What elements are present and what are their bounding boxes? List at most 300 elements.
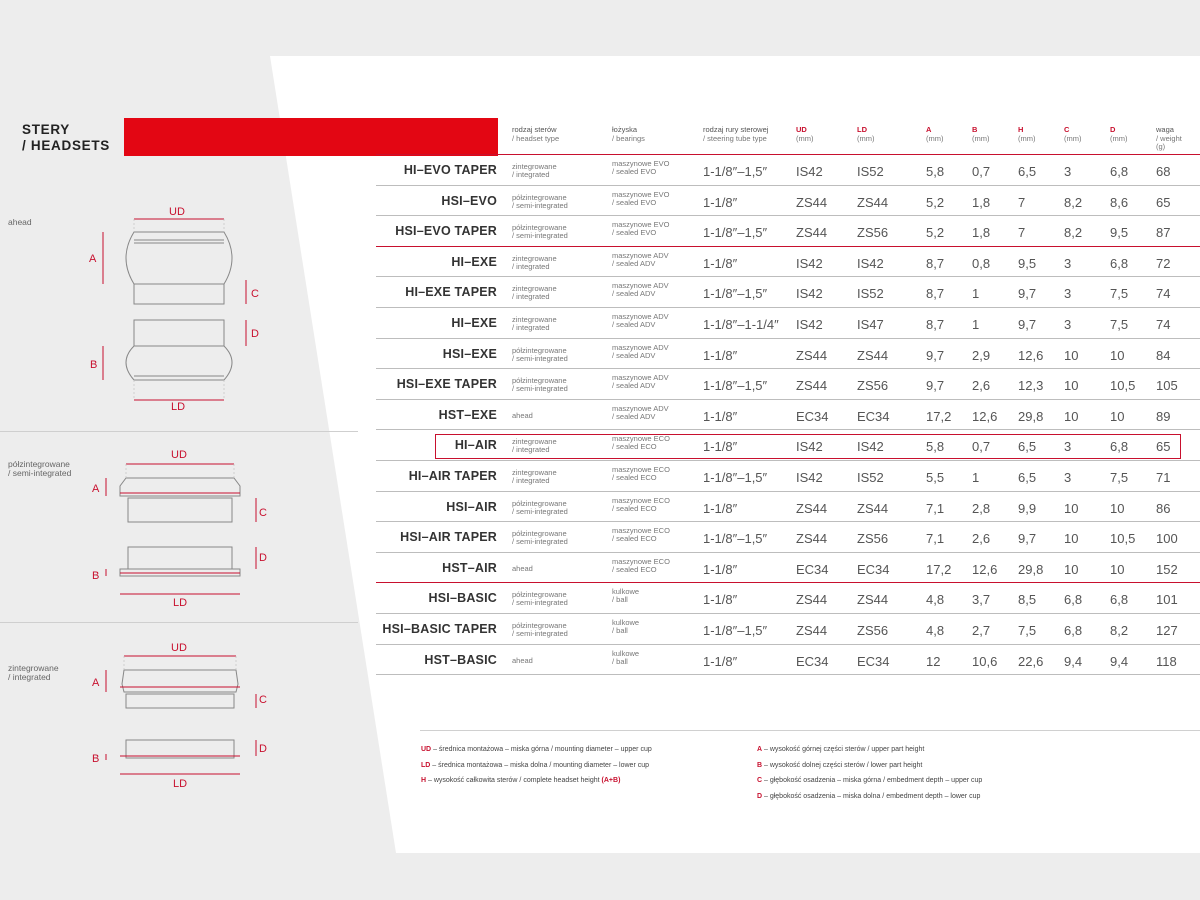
col-header-c [1064, 126, 1082, 143]
headset-type [512, 163, 557, 179]
semi-ud-label: UD [171, 449, 187, 461]
bearings-pl: maszynowe ECO [612, 556, 670, 566]
legend-h-text: – wysokość całkowita sterów / complete headset height [426, 777, 602, 784]
legend-d-key: D [757, 793, 763, 800]
cell-a: 4,8 [926, 623, 945, 638]
bearings-pl: kulkowe [612, 648, 640, 658]
bearings-en: / sealed EVO [612, 167, 657, 176]
col-header-type-sub: / headset type [512, 133, 560, 143]
cell-ud: ZS44 [796, 531, 828, 547]
cell-h: 7,5 [1018, 623, 1037, 638]
semi-c-label: C [259, 507, 267, 519]
ahead-a-label: A [89, 253, 97, 265]
bearings [612, 497, 670, 513]
col-header-d [1110, 126, 1128, 143]
headset-type [512, 255, 557, 271]
headset-type-en: / integrated [512, 323, 550, 332]
bearings [612, 191, 670, 207]
cell-d: 6,8 [1110, 592, 1129, 608]
cell-ld: ZS44 [857, 194, 889, 210]
cell-d: 6,8 [1110, 164, 1129, 179]
cell-ud: ZS44 [796, 194, 828, 210]
cell-c: 3 [1064, 439, 1072, 455]
headset-type-en: / integrated [512, 445, 550, 455]
cell-h: 8,5 [1018, 592, 1037, 608]
legend-a [757, 746, 924, 753]
cell-d: 8,2 [1110, 623, 1129, 638]
bearings-en: / sealed ADV [612, 350, 656, 360]
headset-type [512, 347, 568, 363]
headset-type-pl: półzintegrowane [512, 621, 567, 630]
headset-type-pl: półzintegrowane [512, 590, 567, 600]
headset-type-en: / integrated [512, 170, 550, 179]
cell-tube: 1-1/8″–1,5″ [703, 470, 768, 485]
cell-ld: ZS44 [857, 347, 889, 363]
col-header-bearings-main: łożyska [612, 125, 638, 134]
cell-d: 10,5 [1110, 531, 1136, 547]
bearings [612, 160, 670, 176]
cell-b: 1 [972, 317, 980, 332]
headset-type-en: / semi-integrated [512, 200, 568, 210]
bearings-en: / sealed ECO [612, 564, 657, 574]
legend-ld-key: LD [421, 762, 431, 769]
col-header-ud [796, 126, 814, 143]
table-row [376, 492, 1200, 523]
cell-b: 3,7 [972, 592, 991, 608]
headset-type-pl: ahead [512, 563, 533, 573]
cell-w: 127 [1156, 623, 1178, 638]
cell-ud: IS42 [796, 164, 823, 179]
col-header-type-main: rodzaj sterów [512, 125, 557, 134]
cell-a: 17,2 [926, 561, 952, 577]
model-name: HSI–AIR [446, 499, 497, 514]
bearings [612, 313, 669, 329]
cell-d: 10 [1110, 408, 1125, 424]
cell-h: 7 [1018, 225, 1026, 241]
cell-c: 3 [1064, 164, 1072, 179]
cell-h: 6,5 [1018, 470, 1037, 485]
cell-b: 2,7 [972, 623, 991, 638]
bearings-pl: maszynowe ADV [612, 373, 669, 383]
cell-c: 3 [1064, 470, 1072, 485]
headset-type-en: / semi-integrated [512, 384, 568, 394]
col-header-b-main: B [972, 125, 978, 134]
headset-type [512, 565, 533, 573]
cell-a: 5,5 [926, 470, 945, 485]
legend-ud-key: UD [421, 746, 432, 753]
cell-a: 8,7 [926, 255, 945, 271]
table-row [376, 247, 1200, 278]
cell-ud: EC34 [796, 408, 829, 424]
legend-c [757, 777, 982, 784]
bearings-pl: maszynowe ECO [612, 434, 670, 444]
cell-h: 9,7 [1018, 317, 1037, 332]
cell-w: 72 [1156, 255, 1171, 271]
bearings-en: / sealed ADV [612, 411, 656, 421]
cell-d: 6,8 [1110, 255, 1129, 271]
ahead-b-label: B [90, 359, 98, 371]
legend-c-text: – głębokość osadzenia – miska górna / embedment depth – upper cup [762, 777, 983, 784]
cell-w: 87 [1156, 225, 1171, 241]
bearings-pl: maszynowe EVO [612, 159, 670, 168]
diagram-label-semi-2: / semi-integrated [8, 468, 72, 478]
semi-d-label: D [259, 552, 267, 564]
bearings-pl: maszynowe ADV [612, 250, 669, 260]
bearings [612, 650, 639, 666]
cell-ld: ZS56 [857, 623, 889, 638]
cell-b: 10,6 [972, 653, 998, 669]
cell-a: 17,2 [926, 408, 952, 424]
cell-h: 29,8 [1018, 561, 1044, 577]
model-name: HSI–BASIC TAPER [382, 622, 497, 636]
headset-type-pl: zintegrowane [512, 468, 557, 477]
cell-ld: ZS56 [857, 378, 889, 394]
headset-type [512, 285, 557, 301]
cell-ld: IS52 [857, 164, 884, 179]
cell-a: 5,2 [926, 194, 945, 210]
integrated-d-label: D [259, 743, 267, 755]
col-header-ud-main: UD [796, 125, 807, 134]
cell-tube: 1-1/8″–1-1/4″ [703, 317, 779, 332]
headset-type [512, 530, 568, 546]
legend-ld-text: – średnica montażowa – miska dolna / mounting diameter – lower cup [430, 762, 650, 769]
bearings-pl: maszynowe ADV [612, 312, 669, 321]
col-header-a-sub: (mm) [926, 133, 944, 143]
cell-ld: IS42 [857, 439, 884, 455]
cell-w: 74 [1156, 286, 1171, 302]
diagram-label-integrated-2: / integrated [8, 672, 51, 682]
cell-ld: IS52 [857, 286, 884, 302]
cell-ld: EC34 [857, 653, 890, 669]
cell-w: 118 [1156, 653, 1177, 669]
headset-type-pl: zintegrowane [512, 437, 557, 447]
cell-c: 8,2 [1064, 225, 1083, 241]
headset-type [512, 469, 557, 485]
cell-ud: IS42 [796, 317, 823, 332]
integrated-upper-cup-stem [126, 694, 234, 708]
headset-type-pl: półzintegrowane [512, 529, 567, 539]
cell-tube: 1-1/8″ [703, 653, 738, 669]
table-row [376, 277, 1200, 308]
headset-type [512, 224, 568, 240]
semi-a-label: A [92, 483, 100, 495]
bearings-en: / ball [612, 595, 628, 605]
cell-a: 9,7 [926, 347, 945, 363]
cell-ud: ZS44 [796, 347, 828, 363]
cell-w: 89 [1156, 408, 1171, 424]
col-header-weight-sub: / weight [1156, 133, 1182, 143]
bearings [612, 558, 670, 574]
table-row [376, 308, 1200, 339]
cell-ld: IS42 [857, 255, 884, 271]
cell-tube: 1-1/8″ [703, 194, 738, 210]
cell-h: 29,8 [1018, 408, 1044, 424]
headset-type-pl: półzintegrowane [512, 223, 567, 233]
cell-h: 6,5 [1018, 164, 1037, 179]
bearings-en: / sealed EVO [612, 197, 657, 207]
cell-ud: IS42 [796, 439, 823, 455]
model-name: HSI–EVO TAPER [395, 224, 497, 239]
cell-w: 86 [1156, 500, 1171, 516]
cell-ud: EC34 [796, 653, 829, 669]
cell-w: 65 [1156, 194, 1171, 210]
cell-w: 101 [1156, 592, 1178, 608]
headset-type-en: / semi-integrated [512, 231, 568, 241]
headset-type [512, 377, 568, 393]
bearings-en: / sealed ADV [612, 258, 656, 268]
cell-tube: 1-1/8″–1,5″ [703, 623, 768, 638]
cell-a: 5,8 [926, 439, 945, 455]
table-row [376, 155, 1200, 186]
legend-b [757, 762, 922, 769]
cell-tube: 1-1/8″ [703, 439, 738, 455]
col-header-tube-main: rodzaj rury sterowej [703, 125, 769, 134]
bearings-pl: kulkowe [612, 587, 640, 597]
col-header-type [512, 126, 559, 143]
cell-h: 7 [1018, 194, 1026, 210]
legend-b-text: – wysokość dolnej części sterów / lower part height [762, 762, 923, 769]
row-highlight-hi-air [435, 434, 1181, 459]
title-line-1: STERY [22, 122, 71, 137]
headset-type-pl: zintegrowane [512, 315, 557, 324]
legend-d [757, 793, 980, 800]
model-name: HI–EXE [451, 254, 497, 269]
col-header-c-main: C [1064, 125, 1070, 134]
cell-c: 10 [1064, 561, 1079, 577]
cell-w: 84 [1156, 347, 1171, 363]
cell-tube: 1-1/8″–1,5″ [703, 164, 768, 179]
headset-type [512, 657, 533, 665]
model-name: HI–EXE TAPER [405, 285, 497, 300]
cell-c: 6,8 [1064, 623, 1083, 638]
cell-d: 9,4 [1110, 653, 1129, 669]
bearings-pl: maszynowe ECO [612, 465, 670, 474]
bearings-en: / sealed ECO [612, 442, 657, 452]
bearings-en: / sealed EVO [612, 228, 657, 238]
bearings-pl: maszynowe ADV [612, 403, 669, 413]
table-row [376, 400, 1200, 431]
headset-type-en: / semi-integrated [512, 506, 568, 516]
headset-type-en: / semi-integrated [512, 598, 568, 608]
cell-tube: 1-1/8″ [703, 347, 738, 363]
col-header-bearings-sub: / bearings [612, 133, 645, 143]
ahead-upper-cup-stem [134, 284, 224, 304]
table-row [376, 614, 1200, 645]
table-row [376, 645, 1200, 676]
cell-b: 2,8 [972, 500, 991, 516]
bearings-en: / sealed ECO [612, 503, 657, 513]
cell-ud: ZS44 [796, 225, 828, 241]
headset-type-en: / semi-integrated [512, 629, 568, 638]
bearings [612, 252, 669, 268]
cell-w: 68 [1156, 164, 1171, 179]
cell-d: 8,6 [1110, 194, 1129, 210]
bearings-pl: maszynowe ADV [612, 281, 669, 291]
bearings [612, 588, 639, 604]
headset-type [512, 591, 568, 607]
ahead-ud-label: UD [169, 206, 185, 218]
cell-tube: 1-1/8″–1,5″ [703, 531, 768, 547]
model-name: HST–AIR [442, 560, 497, 575]
headset-type [512, 500, 568, 516]
cell-h: 9,7 [1018, 286, 1037, 302]
bearings-en: / sealed ADV [612, 320, 656, 329]
col-header-d-main: D [1110, 125, 1116, 134]
ahead-c-label: C [251, 288, 259, 300]
cell-d: 7,5 [1110, 317, 1129, 332]
cell-tube: 1-1/8″ [703, 561, 738, 577]
col-header-h [1018, 126, 1036, 143]
legend-b-key: B [757, 762, 763, 769]
headset-type-en: / semi-integrated [512, 353, 568, 363]
bearings-pl: kulkowe [612, 618, 640, 627]
legend-ud-text: – średnica montażowa – miska górna / mounting diameter – upper cup [431, 746, 652, 753]
bearings-en: / sealed ECO [612, 534, 657, 544]
semi-lower-cup-stem [128, 547, 232, 569]
cell-tube: 1-1/8″ [703, 255, 738, 271]
bearings-pl: maszynowe ECO [612, 526, 670, 536]
cell-d: 10 [1110, 347, 1125, 363]
cell-a: 8,7 [926, 286, 945, 302]
cell-d: 6,8 [1110, 439, 1129, 455]
integrated-b-label: B [92, 753, 100, 765]
bearings-en: / sealed ECO [612, 473, 657, 482]
model-name: HSI–AIR TAPER [400, 530, 497, 545]
cell-ud: ZS44 [796, 378, 828, 394]
cell-d: 9,5 [1110, 225, 1129, 241]
cell-h: 9,9 [1018, 500, 1037, 516]
cell-a: 5,8 [926, 164, 945, 179]
cell-h: 9,5 [1018, 255, 1037, 271]
legend-h [421, 777, 620, 784]
legend-h-sum: (A+B) [601, 777, 621, 784]
cell-ld: ZS56 [857, 531, 889, 547]
cell-b: 1 [972, 470, 980, 485]
cell-a: 9,7 [926, 378, 945, 394]
legend-c-key: C [757, 777, 763, 784]
diagram-label-ahead: ahead [8, 217, 32, 227]
table-row [376, 186, 1200, 217]
legend-ld [421, 762, 649, 769]
headset-type [512, 194, 568, 210]
cell-ld: ZS44 [857, 592, 889, 608]
cell-b: 0,7 [972, 439, 991, 455]
cell-ld: ZS56 [857, 225, 889, 241]
bearings-en: / ball [612, 626, 628, 635]
cell-a: 5,2 [926, 225, 945, 241]
cell-tube: 1-1/8″ [703, 408, 738, 424]
cell-ud: EC34 [796, 561, 829, 577]
col-header-ld-sub: (mm) [857, 133, 875, 143]
cell-tube: 1-1/8″ [703, 500, 738, 516]
integrated-ld-label: LD [173, 778, 188, 790]
headset-type [512, 412, 533, 420]
cell-ld: EC34 [857, 561, 890, 577]
cell-d: 10,5 [1110, 378, 1136, 394]
col-header-d-sub: (mm) [1110, 133, 1128, 143]
table-row [376, 553, 1200, 584]
table-row [376, 522, 1200, 553]
col-header-a-main: A [926, 125, 932, 134]
col-header-ld-main: LD [857, 125, 867, 134]
bearings [612, 466, 670, 482]
semi-ld-label: LD [173, 597, 188, 609]
headset-type-pl: zintegrowane [512, 284, 557, 294]
model-name: HST–EXE [438, 407, 497, 422]
col-header-h-main: H [1018, 125, 1024, 134]
headset-diagrams [0, 0, 360, 900]
cell-a: 4,8 [926, 592, 945, 608]
table-row [376, 461, 1200, 492]
bearings-pl: maszynowe EVO [612, 189, 670, 199]
title-line-2: / HEADSETS [22, 138, 111, 153]
col-header-bearings [612, 126, 645, 143]
ahead-d-label: D [251, 328, 259, 340]
legend-ud [421, 746, 652, 753]
cell-b: 1 [972, 286, 980, 302]
bearings [612, 527, 670, 543]
bearings-en: / ball [612, 656, 628, 666]
col-header-ld [857, 126, 875, 143]
legend-a-key: A [757, 746, 763, 753]
cell-c: 10 [1064, 531, 1079, 547]
ahead-lower-cup [126, 346, 232, 380]
headset-type [512, 622, 568, 638]
model-name: HSI–BASIC [428, 591, 497, 606]
cell-w: 71 [1156, 470, 1171, 485]
bearings [612, 282, 669, 298]
bearings [612, 405, 669, 421]
headset-type-pl: zintegrowane [512, 162, 557, 171]
model-name: HI–AIR [454, 438, 497, 453]
cell-a: 12 [926, 653, 941, 669]
bearings [612, 221, 670, 237]
headset-type [512, 316, 557, 332]
col-header-tube-sub: / steering tube type [703, 133, 767, 143]
model-name: HSI–EXE TAPER [396, 377, 497, 392]
cell-w: 152 [1156, 561, 1178, 577]
semi-b-label: B [92, 570, 100, 582]
cell-d: 10 [1110, 561, 1125, 577]
legend-h-key: H [421, 777, 427, 784]
col-header-weight-unit: (g) [1156, 142, 1166, 151]
cell-ld: ZS44 [857, 500, 889, 516]
cell-h: 12,6 [1018, 347, 1044, 363]
integrated-lower-cup [126, 740, 234, 758]
cell-h: 12,3 [1018, 378, 1044, 394]
cell-b: 2,6 [972, 531, 991, 547]
col-header-tube [703, 126, 768, 143]
integrated-ud-label: UD [171, 642, 187, 654]
table-row [376, 339, 1200, 370]
headset-type-pl: ahead [512, 655, 533, 665]
col-header-weight-main: waga [1156, 125, 1174, 134]
bearings [612, 619, 639, 635]
headset-type-en: / semi-integrated [512, 537, 568, 547]
headset-type-en: / integrated [512, 261, 550, 271]
cell-d: 10 [1110, 500, 1125, 516]
cell-c: 10 [1064, 378, 1079, 394]
cell-b: 1,8 [972, 194, 991, 210]
cell-b: 2,9 [972, 347, 991, 363]
model-name: HSI–EVO [441, 193, 497, 208]
cell-c: 3 [1064, 317, 1072, 332]
headset-type-pl: zintegrowane [512, 253, 557, 263]
model-name: HI–EVO TAPER [403, 163, 497, 177]
model-name: HSI–EXE [442, 346, 497, 361]
cell-c: 10 [1064, 500, 1079, 516]
bearings-pl: maszynowe EVO [612, 220, 670, 230]
